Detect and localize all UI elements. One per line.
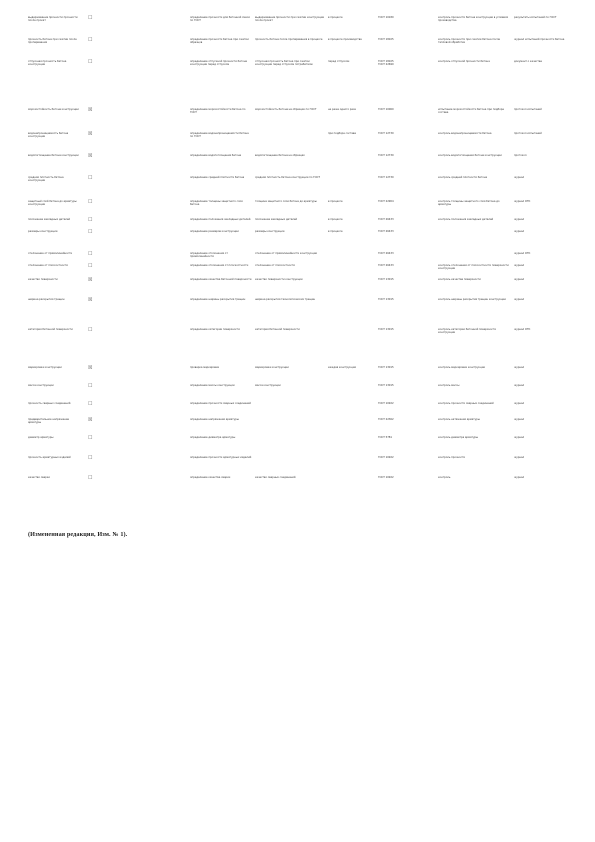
table-cell: контроль положения закладных деталей [438, 218, 494, 221]
table-cell: определение качества сварки [190, 476, 231, 479]
table-row [28, 476, 568, 496]
table-cell: определение отклонения от прямолинейности [190, 252, 228, 259]
table-cell: журнал [514, 456, 525, 459]
table-cell: контроль отпускной прочности бетона [438, 60, 490, 63]
table-cell: контроль массы [438, 384, 460, 387]
table-cell: прочность бетона после пропаривания в процессе [255, 38, 323, 41]
table-row [28, 402, 568, 418]
table-cell: ширина раскрытия технологических трещин [255, 298, 316, 301]
table-row [28, 298, 568, 328]
table-row [28, 16, 568, 38]
table-row [28, 108, 568, 132]
table-cell: водопоглощение бетона на образцах [255, 154, 305, 157]
table-cell: журнал [514, 476, 525, 479]
table-cell: определение прочности для бетонной смеси по ГОСТ [190, 16, 250, 23]
table-cell: определение отпускной прочности бетона конструкции перед отпуском [190, 60, 247, 67]
checkbox-mark: ☒ [88, 107, 93, 113]
table-cell: ГОСТ 26433 [378, 230, 394, 233]
table-row [28, 230, 568, 252]
table-row [28, 176, 568, 200]
table-cell: контроль средней плотности бетона [438, 176, 487, 179]
table-cell: ГОСТ 12730 [378, 154, 394, 157]
table-cell: испытание морозостойкости бетона при подборе состава [438, 108, 504, 115]
checkbox-mark: ☐ [88, 401, 93, 407]
table-cell: контроль натяжения арматуры [438, 418, 480, 421]
table-row [28, 328, 568, 366]
table-row [28, 218, 568, 230]
table-cell: отклонение от прямолинейности конструкции [255, 252, 318, 255]
requirements-table [28, 16, 568, 496]
table-cell: размеры конструкции [255, 230, 285, 233]
table-cell: в процессе [328, 200, 343, 203]
table-cell: журнал ОТК [514, 328, 531, 331]
table-cell: контроль маркировки конструкции [438, 366, 486, 369]
table-cell: протокол испытаний [514, 132, 542, 135]
table-cell: ГОСТ 26433 [378, 264, 394, 267]
table-cell: контроль прочности при сжатии бетона после тепловой обработки [438, 38, 500, 45]
table-cell: журнал [514, 366, 525, 369]
checkbox-mark: ☐ [88, 435, 93, 441]
table-cell: размеры конструкции [28, 230, 58, 233]
table-row [28, 132, 568, 154]
checkbox-mark: ☐ [88, 251, 93, 257]
amendment-note: (Измененная редакция, Изм. № 1). [28, 531, 128, 538]
table-cell: ГОСТ 12730 [378, 132, 394, 135]
table-cell: журнал [514, 230, 525, 233]
table-cell: журнал [514, 264, 525, 267]
table-cell: контроль прочности бетона конструкции в условиях производства [438, 16, 509, 23]
table-row [28, 38, 568, 60]
table-cell: определение отклонения от плоскостности [190, 264, 249, 267]
table-cell: определение водопоглощения бетона [190, 154, 242, 157]
table-cell: проверка маркировки [190, 366, 220, 369]
table-cell: в процессе [328, 16, 343, 19]
table-row [28, 436, 568, 456]
table-cell: документ о качестве [514, 60, 542, 63]
checkbox-mark: ☐ [88, 37, 93, 43]
table-cell: журнал [514, 298, 525, 301]
table-cell: положение закладных деталей [255, 218, 298, 221]
table-cell: ГОСТ 13015 [378, 328, 394, 331]
table-cell: отпускная прочность бетона конструкции [28, 60, 67, 67]
table-cell: определение размеров конструкции [190, 230, 239, 233]
checkbox-mark: ☐ [88, 199, 93, 205]
table-cell: журнал [514, 436, 525, 439]
table-cell: контроль категории бетонной поверхности конструкции [438, 328, 496, 335]
table-cell: определение прочности арматурных изделий [190, 456, 252, 459]
table-cell: определение прочности бетона при сжатии образцов [190, 38, 249, 45]
table-row [28, 200, 568, 218]
checkbox-mark: ☐ [88, 229, 93, 235]
checkbox-mark: ☐ [88, 217, 93, 223]
table-row [28, 252, 568, 264]
table-cell: ГОСТ 10922 [378, 402, 394, 405]
table-cell: журнал [514, 218, 525, 221]
checkbox-mark: ☐ [88, 327, 93, 333]
table-cell: контроль прочности сварных соединений [438, 402, 494, 405]
table-cell: в процессе [328, 218, 343, 221]
table-cell: определение массы конструкции [190, 384, 235, 387]
table-cell: при подборе состава [328, 132, 356, 135]
table-cell: прочность арматурных изделий [28, 456, 71, 459]
table-cell: маркировка конструкции [28, 366, 62, 369]
table-cell: масса конструкции [255, 384, 281, 387]
table-cell: ГОСТ 22904 [378, 200, 394, 203]
table-cell: ГОСТ 12730 [378, 176, 394, 179]
table-cell: контроль ширины раскрытия трещин конструкции [438, 298, 506, 301]
table-row [28, 264, 568, 278]
checkbox-mark: ☒ [88, 277, 93, 283]
table-cell: контроль водопоглощения бетона конструкции [438, 154, 502, 157]
table-cell: качество сварных соединений [255, 476, 296, 479]
table-cell: ГОСТ 18105 ГОСТ 22690 [378, 60, 394, 67]
checkbox-mark: ☐ [88, 15, 93, 21]
table-row [28, 384, 568, 402]
table-cell: ГОСТ 10180 [378, 16, 394, 19]
table-cell: масса конструкции [28, 384, 54, 387]
table-cell: контроль водонепроницаемости бетона [438, 132, 492, 135]
checkbox-mark: ☐ [88, 175, 93, 181]
table-cell: толщина защитного слоя бетона до арматуры [255, 200, 317, 203]
table-cell: журнал [514, 418, 525, 421]
checkbox-mark: ☐ [88, 455, 93, 461]
table-row [28, 418, 568, 436]
table-cell: отклонение от плоскостности [28, 264, 68, 267]
table-cell: журнал ОТК [514, 252, 531, 255]
checkbox-mark: ☐ [88, 59, 93, 65]
table-cell: ГОСТ 13015 [378, 298, 394, 301]
table-cell: определение толщины защитного слоя бетона [190, 200, 243, 207]
table-cell: водонепроницаемость бетона конструкции [28, 132, 69, 139]
table-cell: ширина раскрытия трещин [28, 298, 65, 301]
table-cell: контроль диаметра арматуры [438, 436, 479, 439]
table-cell: средняя плотность бетона конструкции [28, 176, 64, 183]
table-cell: контроль [438, 476, 451, 479]
table-cell: отклонение от прямолинейности [28, 252, 73, 255]
table-cell: морозостойкость бетона на образцах по ГОСТ [255, 108, 317, 111]
table-row [28, 456, 568, 476]
checkbox-mark: ☒ [88, 417, 93, 423]
table-cell: средняя плотность бетона конструкции по ГОСТ [255, 176, 320, 179]
table-cell: ГОСТ 22362 [378, 418, 394, 421]
table-cell: ГОСТ 13015 [378, 384, 394, 387]
table-cell: ГОСТ 13015 [378, 278, 394, 281]
table-cell: отпускная прочность бетона при сжатии конструкции перед отпуском потребителю [255, 60, 313, 67]
table-cell: защитный слой бетона до арматуры конструкции [28, 200, 77, 207]
table-cell: в процессе производства [328, 38, 362, 41]
table-cell: журнал [514, 402, 525, 405]
table-cell: качество поверхности конструкции [255, 278, 303, 281]
checkbox-mark: ☐ [88, 263, 93, 269]
table-row [28, 278, 568, 298]
table-cell: предварительное напряжение арматуры [28, 418, 69, 425]
table-cell: журнал [514, 176, 525, 179]
table-cell: определение средней плотности бетона [190, 176, 245, 179]
table-cell: определение прочности сварных соединений [190, 402, 251, 405]
table-row [28, 366, 568, 384]
table-cell: ГОСТ 5781 [378, 436, 392, 439]
table-cell: выдерживание прочности при сжатии конструкции после прокат [255, 16, 325, 23]
table-cell: положение закладных деталей [28, 218, 71, 221]
table-cell: журнал испытаний прочности бетона [514, 38, 565, 41]
table-cell: определение положения закладных деталей [190, 218, 251, 221]
table-cell: прочность бетона при сжатии после пропаривания [28, 38, 77, 45]
table-cell: категория бетонной поверхности [255, 328, 300, 331]
checkbox-mark: ☒ [88, 297, 93, 303]
table-cell: перед отпуском [328, 60, 350, 63]
table-cell: ГОСТ 18105 [378, 38, 394, 41]
checkbox-mark: ☒ [88, 131, 93, 137]
table-cell: не реже одного раза [328, 108, 356, 111]
table-cell: качество поверхности [28, 278, 58, 281]
table-cell: качество сварки [28, 476, 50, 479]
checkbox-mark: ☐ [88, 475, 93, 481]
table-cell: категория бетонной поверхности [28, 328, 73, 331]
table-cell: ГОСТ 10922 [378, 456, 394, 459]
table-cell: определение ширины раскрытия трещин [190, 298, 246, 301]
table-cell: ГОСТ 10060 [378, 108, 394, 111]
table-cell: контроль отклонения от плоскостности поверхности конструкции [438, 264, 509, 271]
table-cell: контроль качества поверхности [438, 278, 481, 281]
table-cell: определение диаметра арматуры [190, 436, 236, 439]
checkbox-mark: ☒ [88, 365, 93, 371]
table-cell: диаметр арматуры [28, 436, 54, 439]
table-cell: определение морозостойкости бетона по ГОСТ [190, 108, 246, 115]
table-cell: определение водонепроницаемости бетона по ГОСТ [190, 132, 249, 139]
table-cell: журнал [514, 278, 525, 281]
table-row [28, 154, 568, 176]
checkbox-mark: ☒ [88, 153, 93, 159]
table-cell: в процессе [328, 230, 343, 233]
table-cell: выдерживание прочности прочности после прокат [28, 16, 78, 23]
table-cell: протокол [514, 154, 527, 157]
table-row [28, 60, 568, 108]
table-cell: водопоглощение бетона конструкции [28, 154, 79, 157]
table-cell: прочность сварных соединений [28, 402, 71, 405]
table-cell: определение категории поверхности [190, 328, 240, 331]
table-cell: результаты испытаний по ГОСТ [514, 16, 557, 19]
table-cell: протокол испытаний [514, 108, 542, 111]
table-cell: определение качества бетонной поверхности [190, 278, 252, 281]
table-cell: отклонение от плоскостности [255, 264, 295, 267]
table-cell: ГОСТ 26433 [378, 218, 394, 221]
table-cell: определение напряжения арматуры [190, 418, 239, 421]
table-cell: каждая конструкция [328, 366, 356, 369]
table-cell: маркировка конструкции [255, 366, 289, 369]
table-cell: журнал [514, 384, 525, 387]
table-cell: морозостойкость бетона конструкции [28, 108, 79, 111]
table-cell: ГОСТ 13015 [378, 366, 394, 369]
table-cell: контроль толщины защитного слоя бетона до арматуры [438, 200, 500, 207]
table-cell: контроль прочности [438, 456, 466, 459]
table-cell: журнал ОТК [514, 200, 531, 203]
checkbox-mark: ☐ [88, 383, 93, 389]
table-cell: ГОСТ 10922 [378, 476, 394, 479]
table-cell: ГОСТ 26433 [378, 252, 394, 255]
